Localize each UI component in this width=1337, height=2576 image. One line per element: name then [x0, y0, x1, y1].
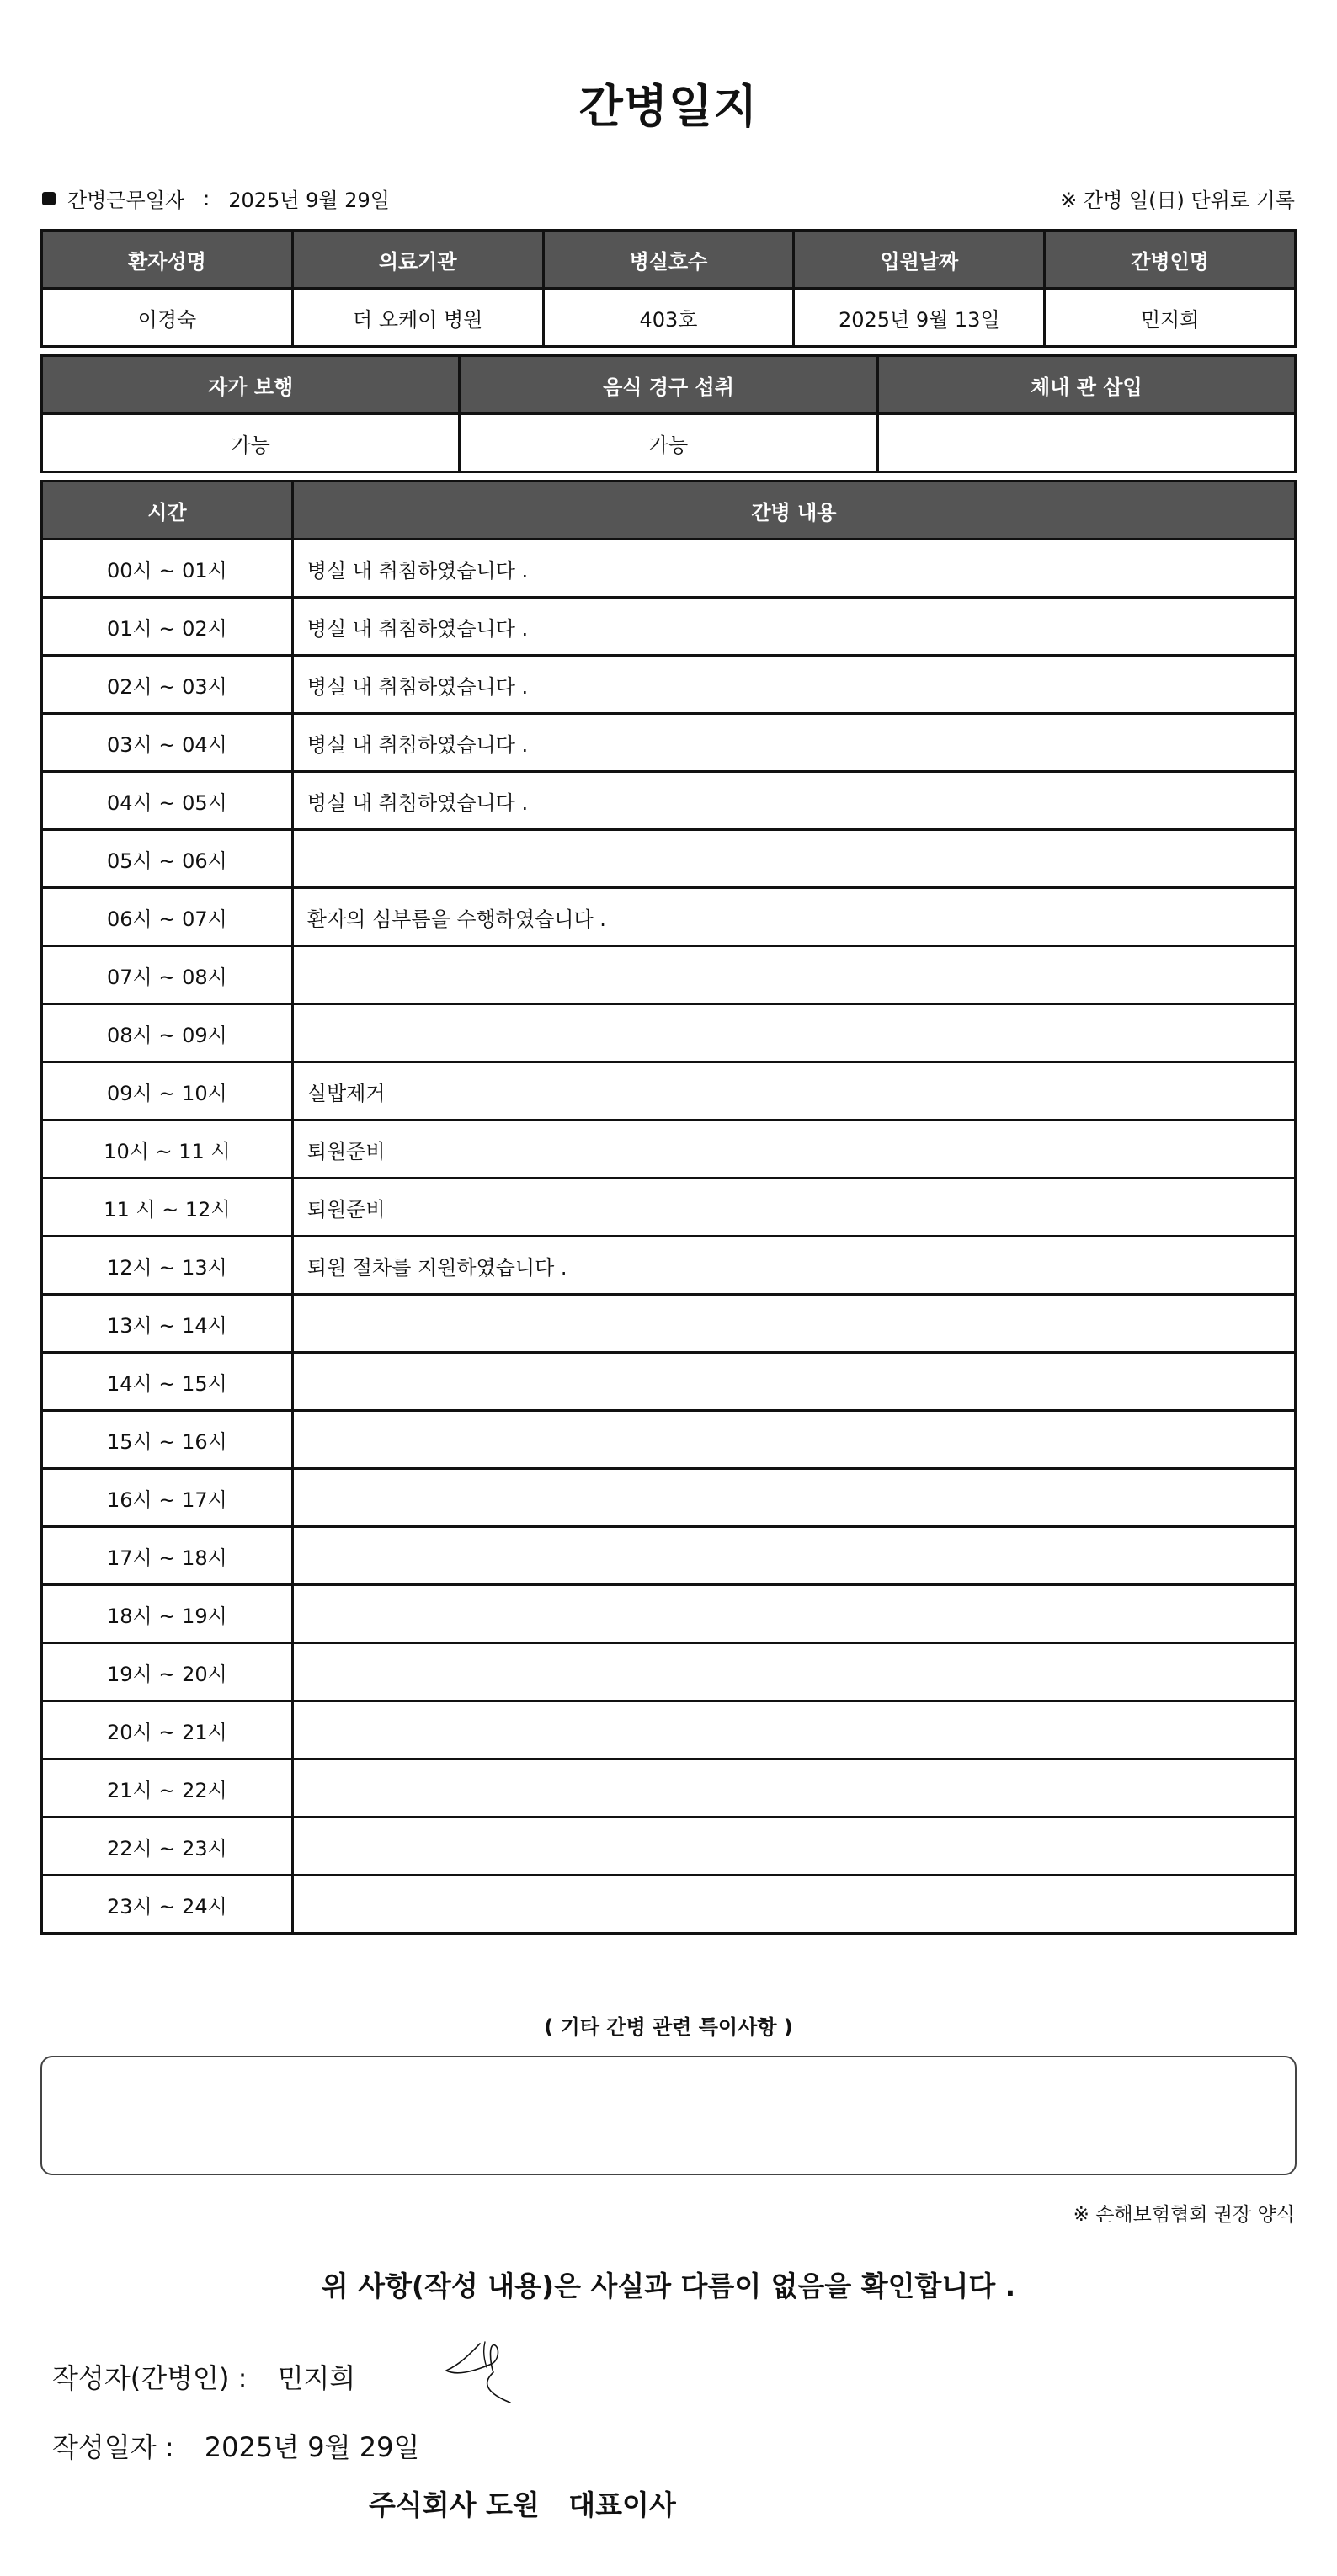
- table-row: [42, 1585, 1296, 1643]
- header-hospital: 의료기관: [292, 231, 543, 289]
- table-row: [42, 1295, 1296, 1353]
- log-time-cell: 12시 ~ 13시: [42, 1237, 293, 1295]
- notes-title: ( 기타 간병 관련 특이사항 ): [544, 2015, 793, 2039]
- log-time-cell: 23시 ~ 24시: [42, 1876, 293, 1934]
- log-time-cell: 15시 ~ 16시: [42, 1411, 293, 1469]
- table-row: [42, 1469, 1296, 1527]
- daily-record-note: ※ 간병 일(日) 단위로 기록: [1060, 189, 1295, 212]
- table-row: [42, 888, 1296, 946]
- table-row: [42, 1004, 1296, 1062]
- table-row: [42, 1411, 1296, 1469]
- log-content-cell: [292, 1701, 1295, 1759]
- table-row: [42, 946, 1296, 1004]
- log-content-cell: [292, 1818, 1295, 1876]
- table-row: [42, 1179, 1296, 1237]
- table-row: [42, 1527, 1296, 1585]
- log-time-cell: 02시 ~ 03시: [42, 656, 293, 714]
- log-time-cell: 10시 ~ 11 시: [42, 1120, 293, 1179]
- log-content-cell: [292, 1469, 1295, 1527]
- care-log-body: [42, 540, 1296, 1934]
- table-row: [42, 1701, 1296, 1759]
- table-row: [42, 1062, 1296, 1120]
- log-time-cell: 16시 ~ 17시: [42, 1469, 293, 1527]
- log-time-cell: 13시 ~ 14시: [42, 1295, 293, 1353]
- log-content-cell: [292, 946, 1295, 1004]
- log-content-cell: [292, 1643, 1295, 1701]
- header-room-number: 병실호수: [543, 231, 794, 289]
- log-time-cell: 04시 ~ 05시: [42, 772, 293, 830]
- work-date-separator: :: [203, 186, 210, 210]
- log-content-cell: [292, 1876, 1295, 1934]
- log-content-cell: [292, 1353, 1295, 1411]
- write-date-row: [52, 2426, 419, 2465]
- table-row: [42, 714, 1296, 772]
- header-tube-insertion: 체내 관 삽입: [877, 356, 1295, 414]
- table-row: [42, 656, 1296, 714]
- log-time-cell: 00시 ~ 01시: [42, 540, 293, 598]
- log-time-cell: 09시 ~ 10시: [42, 1062, 293, 1120]
- log-content-cell: [292, 1411, 1295, 1469]
- header-oral-intake: 음식 경구 섭취: [460, 356, 877, 414]
- log-content-cell: [292, 1295, 1295, 1353]
- log-content-cell: [292, 1004, 1295, 1062]
- log-content-cell: 퇴원준비: [292, 1179, 1295, 1237]
- log-content-cell: 병실 내 취침하였습니다 .: [292, 598, 1295, 656]
- log-time-cell: 21시 ~ 22시: [42, 1759, 293, 1818]
- log-content-cell: 퇴원 절차를 지원하였습니다 .: [292, 1237, 1295, 1295]
- log-time-cell: 17시 ~ 18시: [42, 1527, 293, 1585]
- log-content-cell: 실밥제거: [292, 1062, 1295, 1120]
- table-row: [42, 1643, 1296, 1701]
- log-time-cell: 05시 ~ 06시: [42, 830, 293, 888]
- log-content-cell: [292, 1527, 1295, 1585]
- recommended-form-note: ※ 손해보험협회 권장 양식: [1073, 2204, 1295, 2226]
- log-content-cell: 퇴원준비: [292, 1120, 1295, 1179]
- self-walking-value: 가능: [42, 414, 460, 472]
- writer-label: 작성자(간병인) :: [52, 2362, 248, 2394]
- log-time-cell: 20시 ~ 21시: [42, 1701, 293, 1759]
- log-time-cell: 11 시 ~ 12시: [42, 1179, 293, 1237]
- header-care-content: 간병 내용: [292, 482, 1295, 540]
- log-time-cell: 14시 ~ 15시: [42, 1353, 293, 1411]
- table-row: [42, 1818, 1296, 1876]
- table-row: [42, 1353, 1296, 1411]
- patient-name-value: 이경숙: [42, 289, 293, 347]
- writer-value: 민지희: [277, 2362, 356, 2394]
- table-row: [42, 540, 1296, 598]
- log-time-cell: 08시 ~ 09시: [42, 1004, 293, 1062]
- write-date-value: 2025년 9월 29일: [204, 2431, 420, 2463]
- log-time-cell: 18시 ~ 19시: [42, 1585, 293, 1643]
- log-content-cell: [292, 1585, 1295, 1643]
- table-row: [42, 1876, 1296, 1934]
- confirmation-statement: 위 사항(작성 내용)은 사실과 다름이 없음을 확인합니다 .: [321, 2270, 1016, 2302]
- table-row: [42, 1120, 1296, 1179]
- write-date-label: 작성일자 :: [52, 2431, 174, 2463]
- log-content-cell: 병실 내 취침하였습니다 .: [292, 540, 1295, 598]
- log-content-cell: 병실 내 취침하였습니다 .: [292, 656, 1295, 714]
- log-time-cell: 07시 ~ 08시: [42, 946, 293, 1004]
- log-content-cell: [292, 1759, 1295, 1818]
- hospital-value: 더 오케이 병원: [292, 289, 543, 347]
- admission-date-value: 2025년 9월 13일: [794, 289, 1045, 347]
- log-time-cell: 03시 ~ 04시: [42, 714, 293, 772]
- log-content-cell: 환자의 심부름을 수행하였습니다 .: [292, 888, 1295, 946]
- log-time-cell: 19시 ~ 20시: [42, 1643, 293, 1701]
- header-self-walking: 자가 보행: [42, 356, 460, 414]
- oral-intake-value: 가능: [460, 414, 877, 472]
- log-time-cell: 06시 ~ 07시: [42, 888, 293, 946]
- patient-status-table: [40, 354, 1297, 473]
- log-time-cell: 01시 ~ 02시: [42, 598, 293, 656]
- patient-info-table: [40, 229, 1297, 348]
- square-bullet-icon: [42, 192, 56, 205]
- care-log-table: [40, 480, 1297, 1935]
- company-representative: 주식회사 도원 대표이사: [369, 2488, 676, 2521]
- log-content-cell: [292, 830, 1295, 888]
- table-row: [42, 1237, 1296, 1295]
- header-time: 시간: [42, 482, 293, 540]
- notes-box[interactable]: [40, 2056, 1297, 2175]
- tube-insertion-value: [877, 414, 1295, 472]
- log-content-cell: 병실 내 취침하였습니다 .: [292, 772, 1295, 830]
- writer-row: [52, 2357, 355, 2396]
- table-row: [42, 830, 1296, 888]
- work-date-label: 간병근무일자: [67, 189, 185, 212]
- header-caregiver-name: 간병인명: [1045, 231, 1296, 289]
- header-patient-name: 환자성명: [42, 231, 293, 289]
- page-title: 간병일지: [578, 80, 759, 133]
- handwritten-signature-icon: [439, 2339, 515, 2406]
- table-row: [42, 1759, 1296, 1818]
- caregiver-name-value: 민지희: [1045, 289, 1296, 347]
- table-row: [42, 772, 1296, 830]
- work-date-value: 2025년 9월 29일: [228, 189, 390, 212]
- log-content-cell: 병실 내 취침하였습니다 .: [292, 714, 1295, 772]
- work-date-row: [42, 184, 390, 213]
- header-admission-date: 입원날짜: [794, 231, 1045, 289]
- room-number-value: 403호: [543, 289, 794, 347]
- table-row: [42, 598, 1296, 656]
- log-time-cell: 22시 ~ 23시: [42, 1818, 293, 1876]
